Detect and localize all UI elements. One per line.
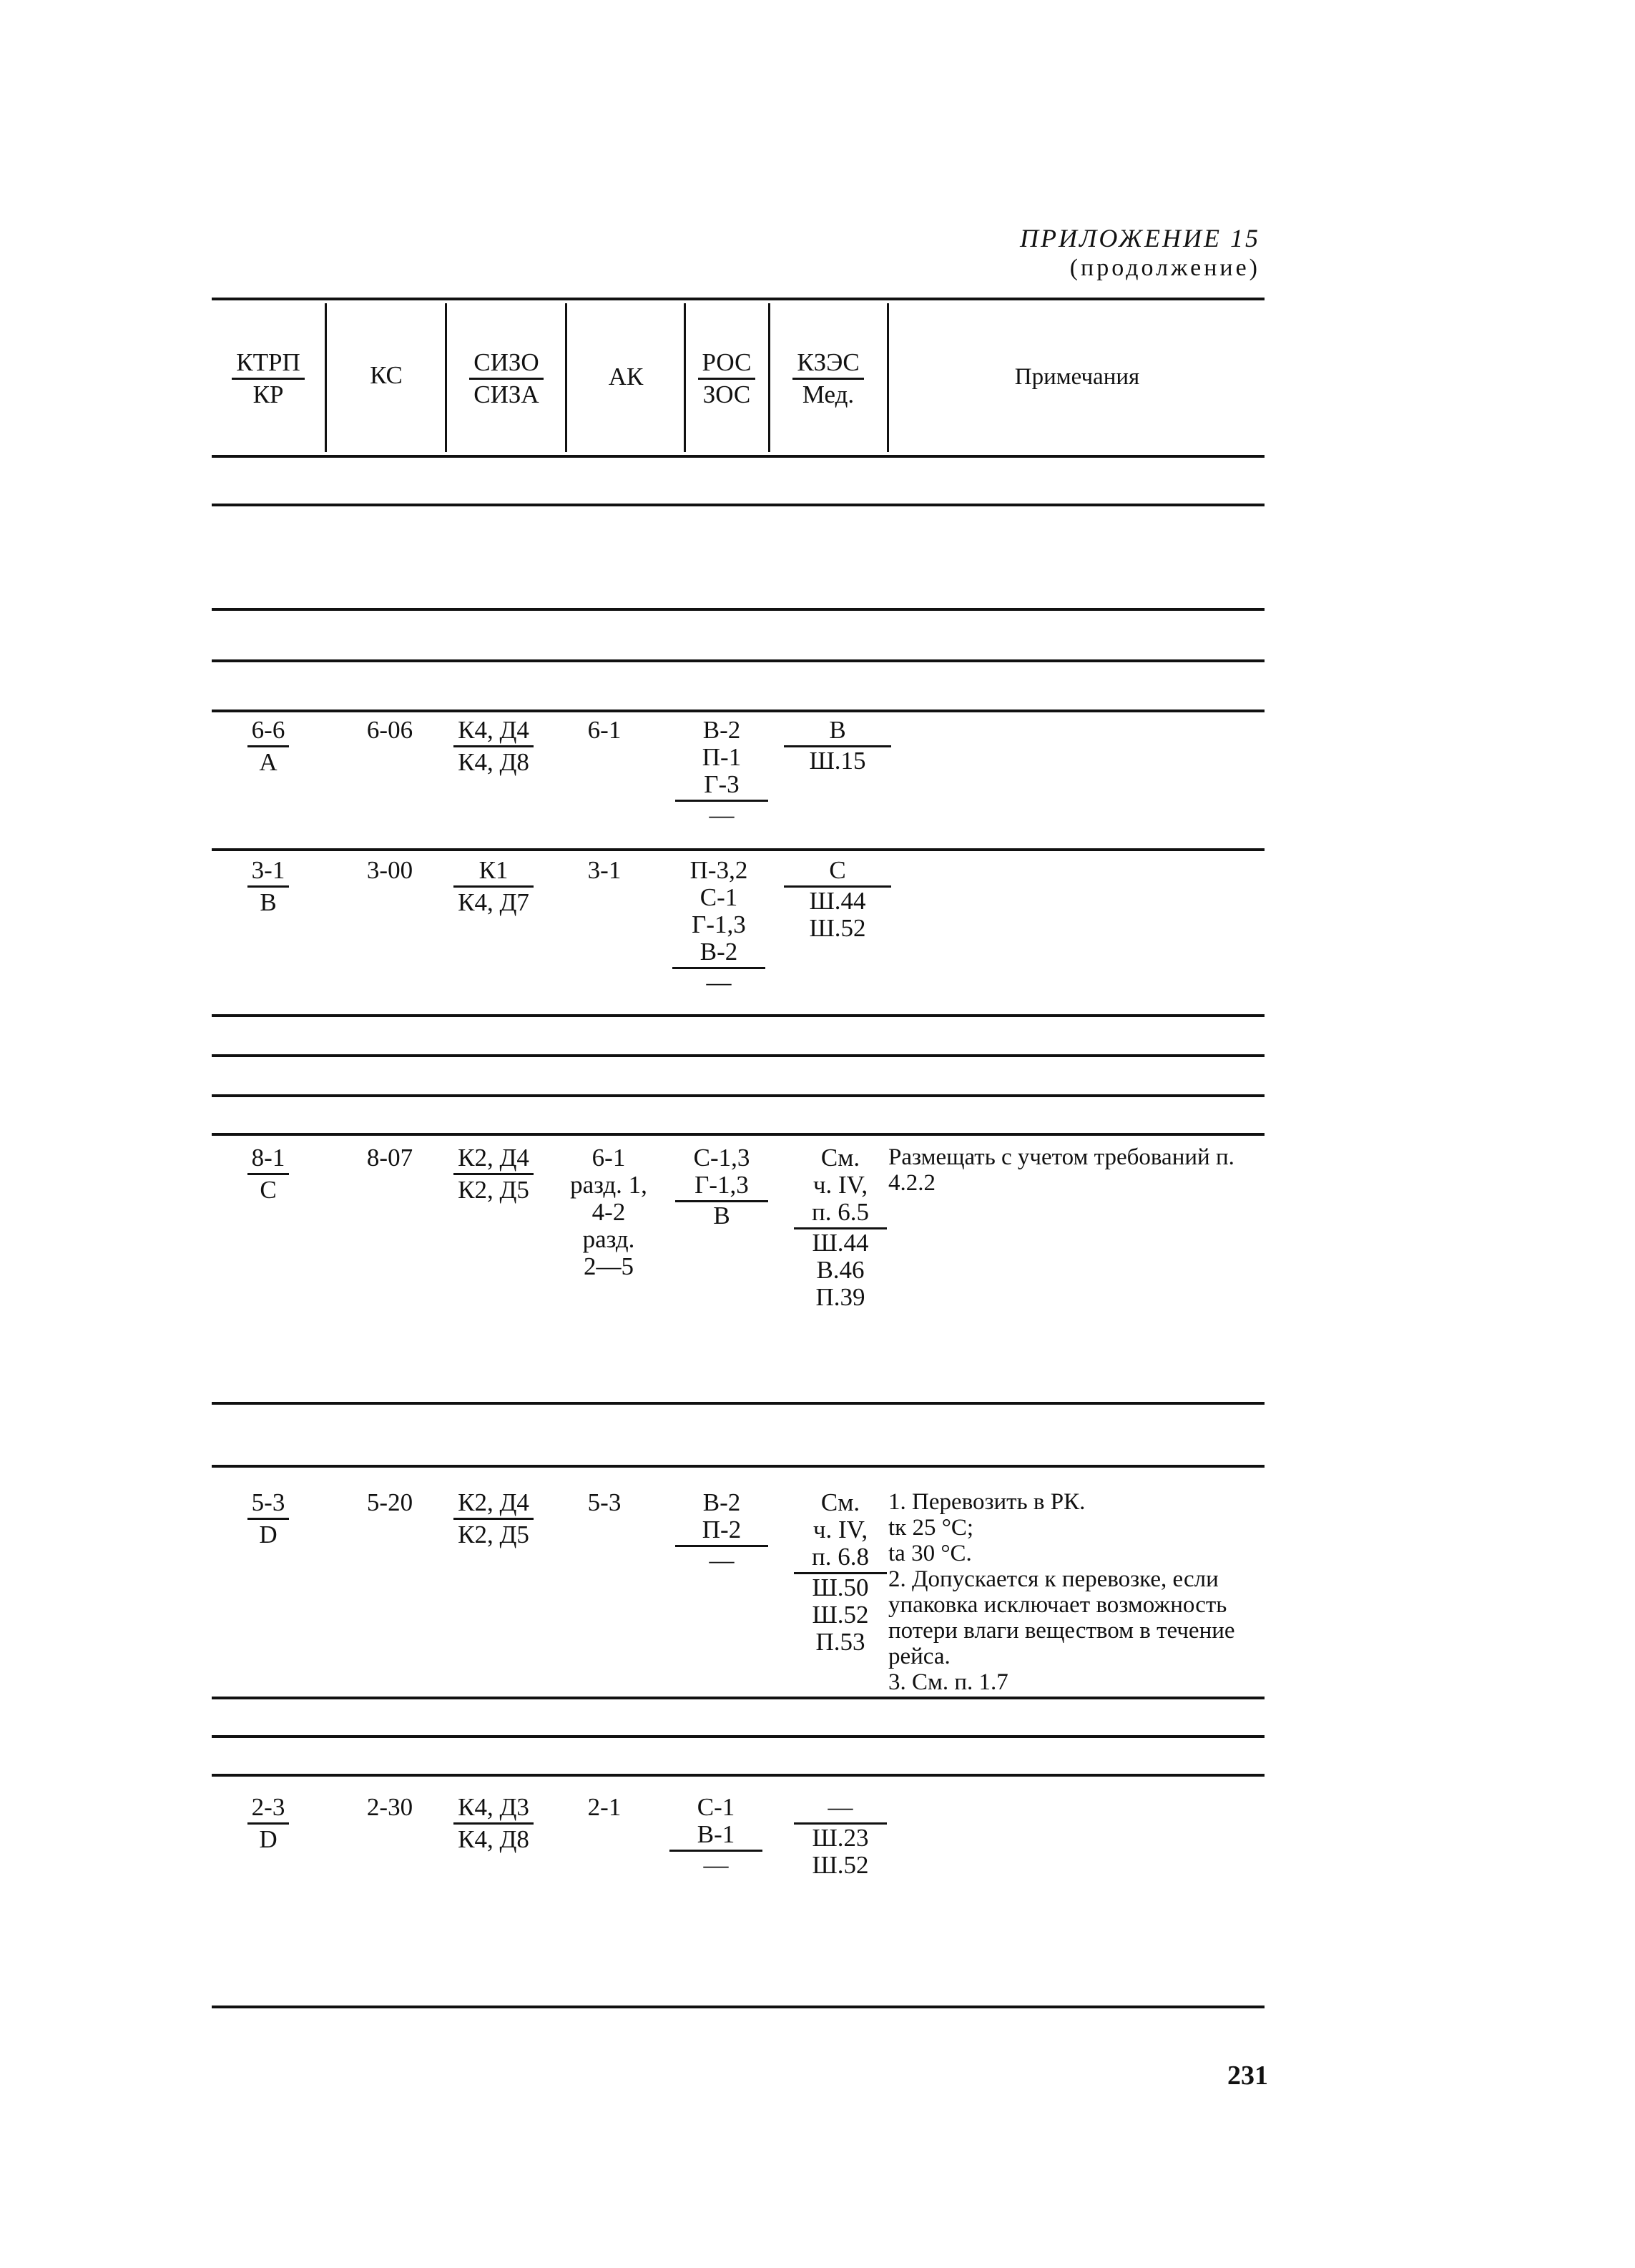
row-notes: 1. Перевозить в РК. tк 25 °С; tа 30 °С. 2. Допускается к перевозке, если упаковка исключает возможность потери влаги веществом в течение рейса. 3. См. п. 1.7 xyxy=(888,1489,1235,1695)
header-ktrp-kr: $\frac{\text{КТРП}}{КР}$ xyxy=(215,349,322,408)
row-ks: 8-07 xyxy=(366,1144,413,1172)
row-ak: 5-3 xyxy=(587,1488,622,1516)
row-divider xyxy=(212,1774,1265,1777)
row-divider xyxy=(212,504,1265,506)
row-ros-zos: П-3,2 С-1 Г-1,3 В-2 — xyxy=(672,857,765,996)
row-divider xyxy=(212,1014,1265,1017)
page-number: 231 xyxy=(1227,2061,1268,2091)
row-ks: 5-20 xyxy=(366,1488,413,1516)
header-notes: Примечания xyxy=(1014,364,1140,390)
header-column-separator xyxy=(684,303,686,452)
row-ks: 3-00 xyxy=(366,856,413,884)
header-sizo-siza: $\frac{\text{СИЗО}}{\text{СИЗА}}$ xyxy=(449,349,564,408)
row-kzes-med: См. ч. IV, п. 6.8 Ш.50 Ш.52 П.53 xyxy=(794,1489,887,1656)
row-divider xyxy=(212,659,1265,662)
row-divider xyxy=(212,848,1265,851)
row-ak: 2-1 xyxy=(587,1793,622,1821)
row-ktrp-kr: $\frac{8-1}{C}$ xyxy=(215,1144,322,1204)
row-divider xyxy=(212,710,1265,712)
header-bottom-rule xyxy=(212,455,1265,458)
row-sizo-siza: $\frac{К4, Д3}{К4, Д8}$ xyxy=(429,1794,558,1853)
row-notes: Размещать с учетом требований п. 4.2.2 xyxy=(888,1144,1234,1196)
row-divider xyxy=(212,1402,1265,1405)
header-ks: КС xyxy=(370,361,403,389)
row-ros-zos: С-1,3 Г-1,3 В xyxy=(675,1144,768,1229)
appendix-title: ПРИЛОЖЕНИЕ 15 xyxy=(1020,224,1260,252)
row-divider xyxy=(212,1465,1265,1468)
row-divider xyxy=(212,1133,1265,1136)
row-ak: 3-1 xyxy=(587,856,622,884)
header-kzes-med: $\frac{\text{КЗЭС}}{\text{Мед.}}$ xyxy=(771,349,885,408)
row-sizo-siza: $\frac{К2, Д4}{К2, Д5}$ xyxy=(429,1144,558,1204)
row-ros-zos: С-1 В-1 — xyxy=(669,1794,762,1879)
table-bottom-rule xyxy=(212,2006,1265,2008)
row-divider xyxy=(212,1054,1265,1057)
header-column-separator xyxy=(325,303,327,452)
row-ktrp-kr: $\frac{3-1}{B}$ xyxy=(215,857,322,916)
header-column-separator xyxy=(887,303,889,452)
row-ktrp-kr: $\frac{2-3}{D}$ xyxy=(215,1794,322,1853)
row-ak: 6-1 xyxy=(587,716,622,744)
row-sizo-siza: $\frac{К2, Д4}{К2, Д5}$ xyxy=(429,1489,558,1548)
row-ktrp-kr: $\frac{6-6}{A}$ xyxy=(215,717,322,776)
header-ak: АК xyxy=(608,363,644,391)
row-divider xyxy=(212,1697,1265,1699)
row-divider xyxy=(212,608,1265,611)
header-column-separator xyxy=(768,303,770,452)
row-ak: 6-1 разд. 1, 4-2 разд. 2—5 xyxy=(570,1144,647,1280)
row-ks: 2-30 xyxy=(366,1793,413,1821)
row-sizo-siza: $\frac{К4, Д4}{К4, Д8}$ xyxy=(429,717,558,776)
header-ros-zos: $\frac{\text{РОС}}{\text{ЗОС}}$ xyxy=(687,349,767,408)
row-ros-zos: В-2 П-1 Г-3 — xyxy=(675,717,768,829)
row-ktrp-kr: $\frac{5-3}{D}$ xyxy=(215,1489,322,1548)
header-column-separator xyxy=(445,303,447,452)
appendix-subtitle: (продолжение) xyxy=(1069,255,1260,281)
row-ros-zos: В-2 П-2 — xyxy=(675,1489,768,1574)
row-kzes-med: В Ш.15 xyxy=(784,717,891,775)
row-kzes-med: См. ч. IV, п. 6.5 Ш.44 В.46 П.39 xyxy=(794,1144,887,1311)
row-sizo-siza: $\frac{К1}{К4, Д7}$ xyxy=(429,857,558,916)
row-kzes-med: — Ш.23 Ш.52 xyxy=(794,1794,887,1879)
row-divider xyxy=(212,1094,1265,1097)
table-top-rule xyxy=(212,298,1265,300)
header-column-separator xyxy=(565,303,567,452)
row-ks: 6-06 xyxy=(366,716,413,744)
row-divider xyxy=(212,1735,1265,1738)
row-kzes-med: С Ш.44 Ш.52 xyxy=(784,857,891,942)
